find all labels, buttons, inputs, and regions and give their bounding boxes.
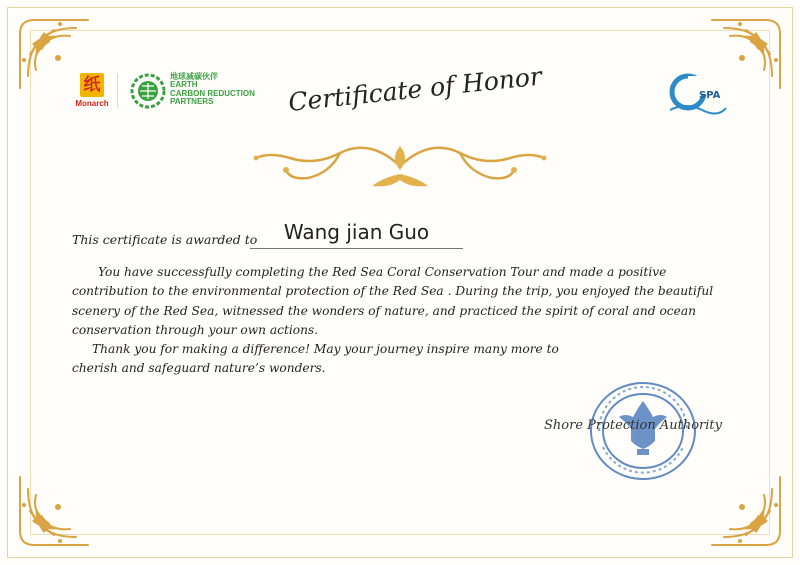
monarch-logo xyxy=(74,73,110,108)
certificate-body xyxy=(72,263,734,379)
corner-ornament-bottom-left xyxy=(14,471,94,551)
title-flourish-ornament xyxy=(250,128,550,193)
earth-partners-line: EARTH xyxy=(170,80,198,90)
monarch-logo-glyph: 纸 xyxy=(83,74,101,95)
certificate-paragraph-2: Thank you for making a difference! May your journey inspire many more to cherish and safeguard nature’s wonders. xyxy=(72,342,559,376)
earth-partners-cn: 地球减碳伙伴 xyxy=(170,72,218,81)
certificate-title: Certificate of Honor xyxy=(286,61,544,117)
earth-partners-logo xyxy=(170,73,255,107)
corner-ornament-bottom-right xyxy=(706,471,786,551)
monarch-logo-mark xyxy=(80,73,104,97)
awarded-to-label: This certificate is awarded to xyxy=(72,232,258,247)
cspa-logo-label: SPA xyxy=(699,90,721,101)
authority-signature: Shore Protection Authority xyxy=(544,418,722,433)
awardee-name: Wang jian Guo xyxy=(283,220,430,244)
earth-partners-line: PARTNERS xyxy=(170,97,214,107)
certificate-paragraph-1: You have successfully completing the Red Sea Coral Conservation Tour and made a positive contribution to the environmental protection of the Red Sea . During the trip, you enjoyed the beautiful scenery of the Red Sea, witnessed the wonders of nature, and practiced the spirit of coral and ocean conservation through your own actions. xyxy=(72,265,714,337)
cspa-logo xyxy=(662,70,728,122)
earth-partners-line: CARBON REDUCTION xyxy=(170,88,255,98)
awardee-underline xyxy=(250,248,463,249)
monarch-logo-name: Monarch xyxy=(75,99,109,108)
earth-logo-icon xyxy=(130,73,166,109)
logo-divider xyxy=(117,74,118,108)
